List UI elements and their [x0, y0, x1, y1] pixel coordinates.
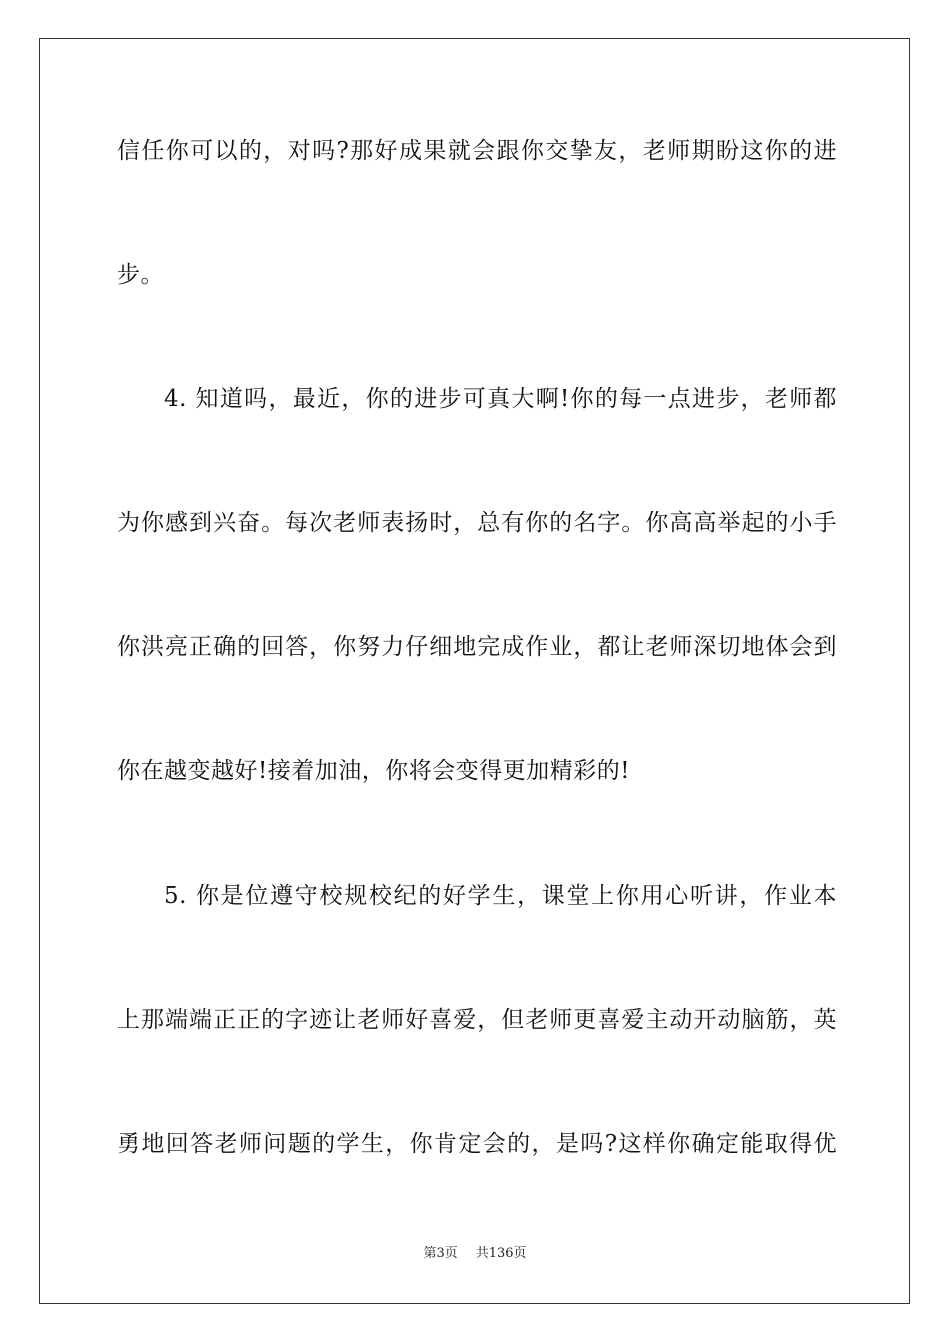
text-line-9: 勇地回答老师问题的学生，你肯定会的，是吗?这样你确定能取得优: [117, 1131, 837, 1157]
text-line-5: 你洪亮正确的回答，你努力仔细地完成作业，都让老师深切地体会到: [117, 634, 837, 660]
text-line-6: 你在越变越好!接着加油，你将会变得更加精彩的!: [117, 758, 630, 784]
text-line-8: 上那端端正正的字迹让老师好喜爱，但老师更喜爱主动开动脑筋，英: [117, 1007, 837, 1033]
text-line-3: 4. 知道吗，最近，你的进步可真大啊!你的每一点进步，老师都: [164, 386, 837, 412]
text-line-1: 信任你可以的，对吗?那好成果就会跟你交挚友，老师期盼这你的进: [117, 138, 837, 164]
text-line-7: 5. 你是位遵守校规校纪的好学生，课堂上你用心听讲，作业本: [164, 883, 837, 909]
text-line-2: 步。: [117, 262, 164, 288]
page-footer: [0, 1245, 950, 1263]
page-border: [39, 38, 910, 1304]
page-number: 第3页: [423, 1246, 458, 1261]
text-line-4: 为你感到兴奋。每次老师表扬时，总有你的名字。你高高举起的小手: [117, 510, 837, 536]
total-pages: 共136页: [475, 1246, 527, 1261]
